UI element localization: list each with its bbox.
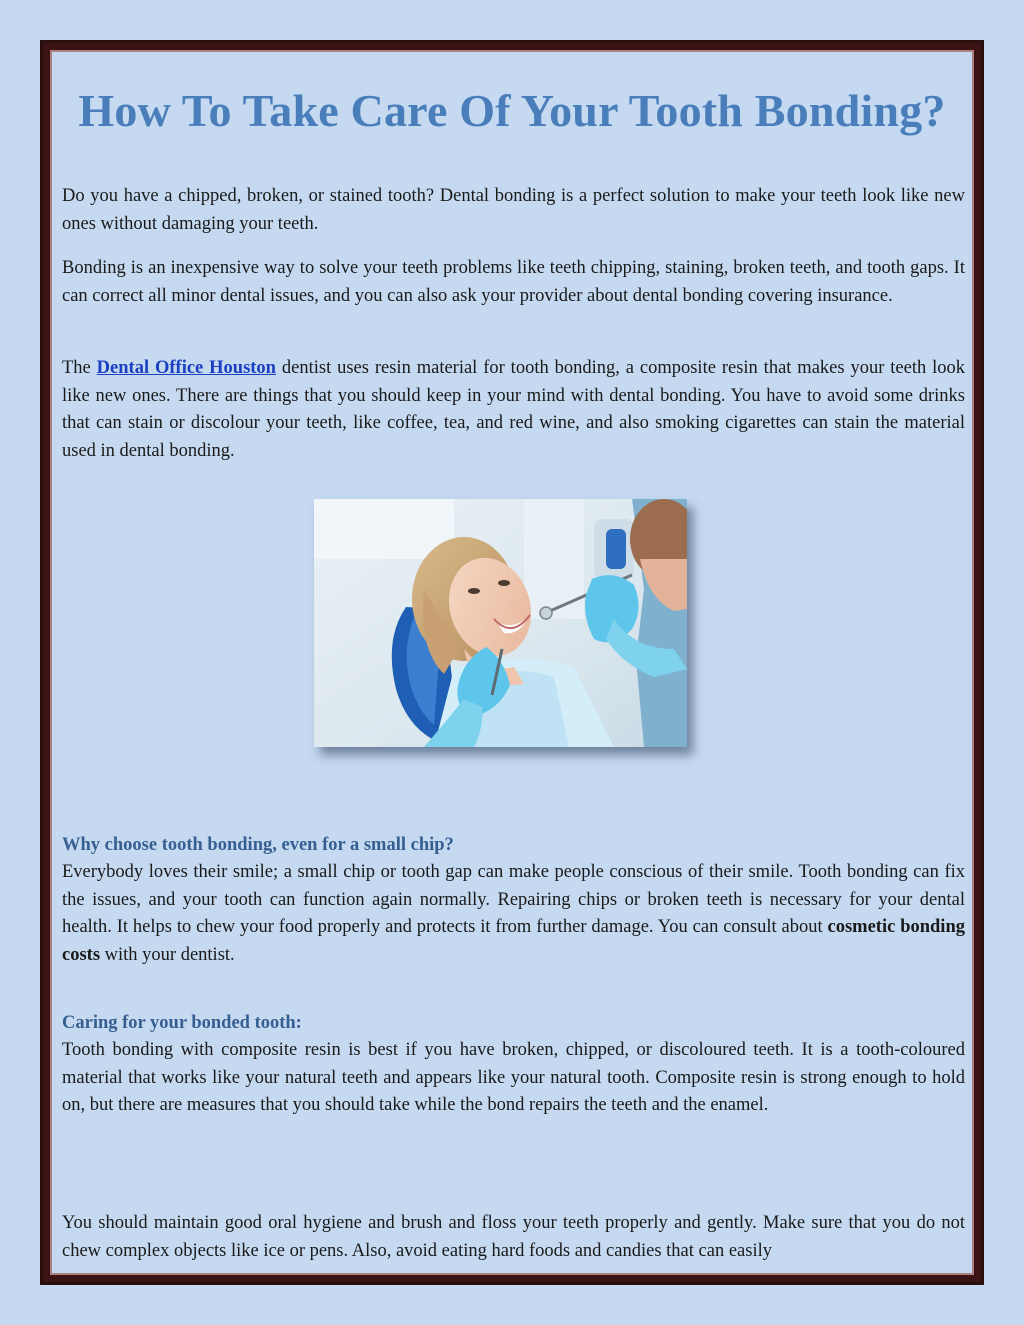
dental-patient-photo [314,499,687,747]
section-paragraph: Tooth bonding with composite resin is best if you have broken, chipped, or discoloured teeth. It is a tooth-coloured material that works like your natural teeth and appears like your natural tooth. Composite resin is strong enough to hold on, but there are measures that you should take while the bond repairs the teeth and the enamel. [62,1040,965,1116]
intro-paragraph: Do you have a chipped, broken, or stained tooth? Dental bonding is a perfect solution to make your teeth look like new ones without damaging your teeth. [62,186,965,234]
hygiene-paragraph: You should maintain good oral hygiene and brush and floss your teeth properly and gently. Make sure that you do not chew complex objects like ice or pens. Also, avoid eating hard foods and candies that can easily [62,1213,965,1261]
paragraph-text: The [62,358,97,378]
section-paragraph [62,859,965,970]
bold-phrase: cosmetic bonding costs [62,917,965,966]
dental-office-houston-link[interactable]: Dental Office Houston [96,358,276,378]
section-heading: Why choose tooth bonding, even for a small chip? [62,835,454,855]
page-title: How To Take Care Of Your Tooth Bonding? [78,85,946,136]
section-heading: Caring for your bonded tooth: [62,1013,302,1033]
section-caring [62,1010,965,1120]
paragraph-text: Everybody loves their smile; a small chip or tooth gap can make people conscious of their smile. Tooth bonding can fix the issues, and your tooth can function again normally. Repairing chips or broken teeth is necessary for your dental health. It helps to chew your food properly and protects it from further damage. You can consult about [62,862,965,938]
page-border-frame [40,40,984,1285]
page-content-area [50,50,974,1275]
bonding-paragraph: Bonding is an inexpensive way to solve your teeth problems like teeth chipping, staining, broken teeth, and tooth gaps. It can correct all minor dental issues, and you can also ask your provider about dental bonding covering insurance. [62,258,965,306]
section-why-choose [62,832,965,970]
dental-office-paragraph [62,355,965,466]
paragraph-text: dentist uses resin material for tooth bonding, a composite resin that makes your teeth look like new ones. There are things that you should keep in your mind with dental bonding. You have to avoid some drinks that can stain or discolour your teeth, like coffee, tea, and red wine, and also smoking cigarettes can stain the material used in dental bonding. [62,358,966,462]
paragraph-text: with your dentist. [100,945,235,966]
